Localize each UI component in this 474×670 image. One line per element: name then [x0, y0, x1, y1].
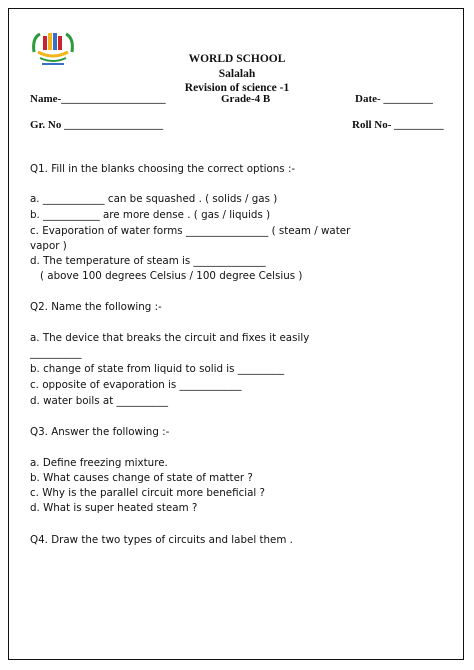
q3-item-b: b. What causes change of state of matter ?	[30, 472, 253, 484]
gr-no-field: Gr. No __________________	[30, 119, 164, 131]
q2-item-d: d. water boils at __________	[30, 395, 168, 407]
q2-item-c: c. opposite of evaporation is ____________	[30, 379, 242, 391]
q3-item-a: a. Define freezing mixture.	[30, 457, 168, 469]
q1-title: Q1. Fill in the blanks choosing the correct options :-	[30, 163, 296, 175]
q1-item-b: b. ___________ are more dense . ( gas / liquids )	[30, 209, 271, 221]
q1-item-d-options: ( above 100 degrees Celsius / 100 degree Celsius )	[40, 270, 303, 282]
q2-item-a: a. The device that breaks the circuit and fixes it easily	[30, 332, 310, 344]
q1-item-c-cont: vapor )	[30, 240, 67, 252]
q3-title: Q3. Answer the following :-	[30, 426, 170, 438]
q2-title: Q2. Name the following :-	[30, 301, 162, 313]
q1-item-d: d. The temperature of steam is ______________	[30, 255, 266, 267]
date-field: Date- _________	[355, 93, 433, 105]
q3-item-d: d. What is super heated steam ?	[30, 502, 198, 514]
school-city: Salalah	[218, 68, 256, 80]
worksheet-title: Revision of science -1	[184, 82, 290, 94]
name-field: Name-___________________	[30, 93, 166, 105]
q3-item-c: c. Why is the parallel circuit more beneficial ?	[30, 487, 266, 499]
school-name: WORLD SCHOOL	[188, 53, 286, 65]
roll-no-field: Roll No- _________	[352, 119, 444, 131]
q2-item-b: b. change of state from liquid to solid is _________	[30, 363, 285, 375]
grade-label: Grade-4 B	[221, 93, 271, 105]
q1-item-a: a. ____________ can be squashed . ( solids / gas )	[30, 193, 278, 205]
q2-item-a-blank: __________	[30, 347, 82, 359]
q1-item-c: c. Evaporation of water forms ________________ ( steam / water	[30, 225, 351, 237]
q4-title: Q4. Draw the two types of circuits and label them .	[30, 534, 293, 546]
